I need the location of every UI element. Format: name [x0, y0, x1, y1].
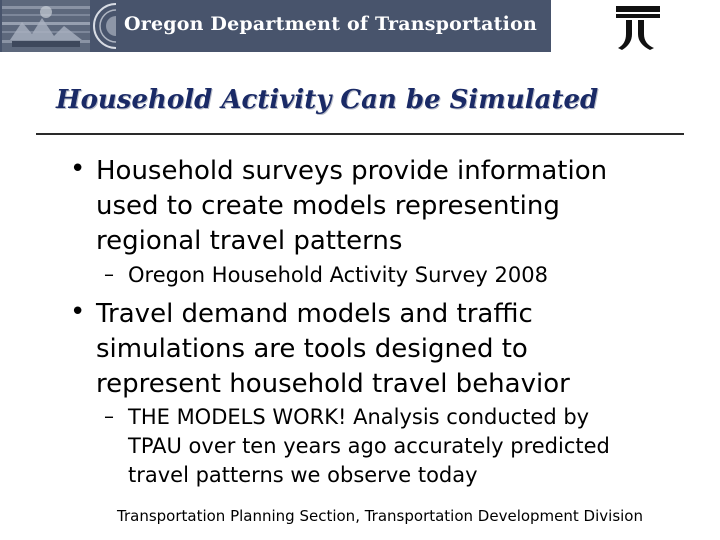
bullet-line: represent household travel behavior [96, 369, 570, 399]
sub-bullet-line: travel patterns we observe today [128, 463, 478, 487]
bullet-line: used to create models representing [96, 191, 560, 221]
bullet-line: simulations are tools designed to [96, 334, 528, 364]
slide-title: Household Activity Can be Simulated [56, 85, 599, 115]
footer-text: Transportation Planning Section, Transportation Development Division [117, 507, 643, 525]
bullet-marker: • [70, 297, 86, 327]
bullet-text [96, 154, 696, 259]
bullet-line: Household surveys provide information [96, 156, 608, 186]
sub-bullet-line: TPAU over ten years ago accurately predicted [128, 434, 610, 458]
title-divider [36, 133, 684, 135]
sub-bullet-marker: – [104, 404, 114, 428]
bullet-line: regional travel patterns [96, 226, 403, 256]
sub-bullet-line: THE MODELS WORK! Analysis conducted by [128, 405, 590, 429]
oregon-state-seal-icon [2, 0, 90, 52]
odot-logo-icon [612, 4, 664, 52]
header-title: Oregon Department of Transportation [124, 13, 537, 35]
sub-bullet-marker: – [104, 262, 114, 286]
bullet-text [96, 297, 696, 402]
sub-bullet-text [128, 403, 708, 490]
seal-emblem-icon [90, 2, 116, 50]
header-band [0, 0, 551, 52]
bullet-marker: • [70, 154, 86, 184]
sub-bullet-text [128, 261, 708, 290]
sub-bullet-line: Oregon Household Activity Survey 2008 [128, 263, 548, 287]
bullet-line: Travel demand models and traffic [96, 299, 533, 329]
